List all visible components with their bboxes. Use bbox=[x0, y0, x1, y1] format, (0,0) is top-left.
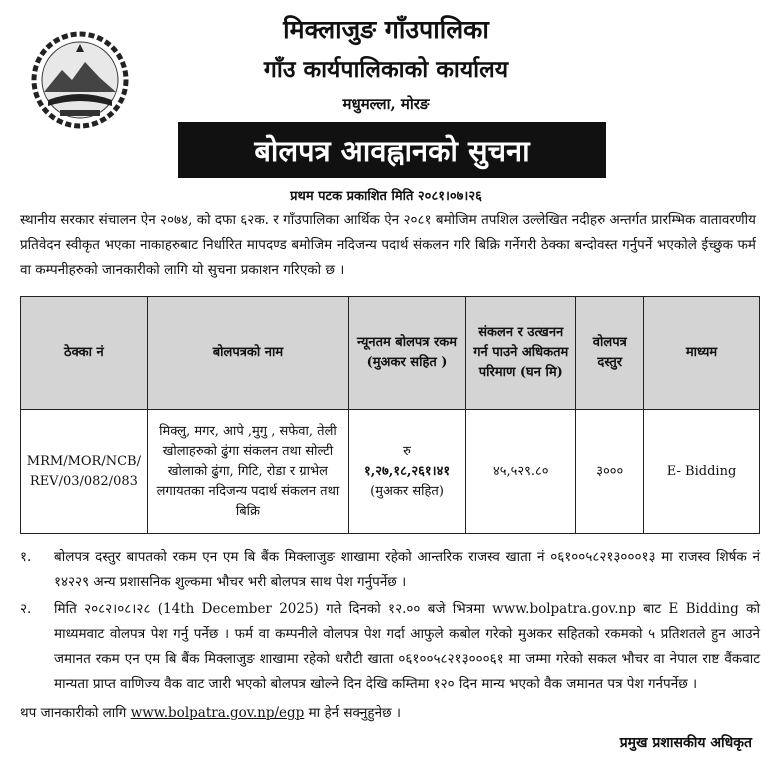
cell-min-amount bbox=[349, 410, 466, 534]
cell-contract-no: MRM/MOR/NCB/ REV/03/082/083 bbox=[21, 410, 148, 534]
header-bid-fee: वोलपत्र दस्तुर bbox=[576, 297, 644, 410]
cell-max-quantity: ४५,५२९.८० bbox=[466, 410, 576, 534]
more-info-suffix: मा हेर्न सक्नुहुनेछ । bbox=[308, 705, 401, 721]
published-date: प्रथम पटक प्रकाशित मिति २०८१।०७।२६ bbox=[290, 189, 482, 204]
bid-table bbox=[20, 296, 760, 534]
more-info bbox=[20, 701, 760, 726]
header-bid-name: बोलपत्रको नाम bbox=[147, 297, 348, 410]
header-contract-no: ठेक्का नं bbox=[21, 297, 148, 410]
office-address: मधुमल्ला, मोरङ bbox=[342, 95, 430, 113]
note-text: मिति २०८२।०८।२८ (14th December 2025) गते दिनको १२.०० बजे भित्रमा www.bolpatra.gov.np बाट E Bidding को माध्यमवाट वोलपत्र पेश गर्नु पर्नेछ । फर्म वा कम्पनीले वोलपत्र पेश गर्दा आफुले कबोल गरेको मुअकर सहितको रकमको ५ प्रतिशतले हुन आउने जमानत रकम एन एम बि बैंक मिक्लाजुङ शाखामा रहेको धरौटी खाता ०६१००५८२१३०००६१ मा जम्मा गरेको सकल भौचर वा नेपाल राष्ट वैंकवाट मान्यता प्राप्त वाणिज्य वैक वाट जारी भएको बोलपत्र खोल्ने दिन देखि कम्तिमा १२० दिन मान्य भएको वैक जमानत पत्र पेश गर्नपर्नेछ । bbox=[54, 601, 760, 692]
cell-bid-fee: ३००० bbox=[576, 410, 644, 534]
header-mode: माध्यम bbox=[644, 297, 760, 410]
note-number: २. bbox=[20, 601, 32, 617]
header-min-amount: न्यूनतम बोलपत्र रकम (मुअकर सहित ) bbox=[349, 297, 466, 410]
cell-bid-name: मिक्लु, मगर, आपे ,मुगु , सफेवा, तेली खोलाहरुको ढुंगा संकलन तथा सोल्टी खोलाको ढुंगा, गिटि, रोडा र ग्राभेल लगायतका नदिजन्य पदार्थ संकलन तथा बिक्रि bbox=[147, 410, 348, 534]
note-number: १. bbox=[20, 549, 32, 565]
bolpatra-link[interactable]: www.bolpatra.gov.np/egp bbox=[130, 705, 305, 721]
amount-note: (मुअकर सहित) bbox=[370, 483, 444, 499]
signature-title: प्रमुख प्रशासकीय अधिकृत bbox=[619, 735, 752, 751]
cell-mode: E- Bidding bbox=[644, 410, 760, 534]
intro-paragraph: स्थानीय सरकार संचालन ऐन २०७४, को दफा ६२क. र गाँउपालिका आर्थिक ऐन २०८१ बमोजिम तपशिल उल्लेखित नदीहरु अन्तर्गत प्रारम्भिक वातावरणीय प्रतिवेदन स्वीकृत भएका नाकाहरुबाट निर्धारित मापदण्ड बमोजिम नदिजन्य पदार्थ संकलन गरि बिक्रि गर्नेगरी ठेक्का बन्दोवस्त गर्नुपर्ने भएकोले ईच्छुक फर्म वा कम्पनीहरुको जानकारीको लागि यो सुचना प्रकाशन गरिएको छ । bbox=[20, 212, 756, 278]
header-max-quantity: संकलन र उत्खनन गर्न पाउने अधिकतम परिमाण (घन मि) bbox=[466, 297, 576, 410]
list-item bbox=[20, 545, 760, 595]
notes-section bbox=[20, 545, 760, 726]
list-item bbox=[20, 597, 760, 697]
table-header-row bbox=[21, 297, 760, 410]
office-name: मिक्लाजुङ गाँउपालिका bbox=[283, 15, 489, 44]
amount-prefix: रु bbox=[403, 443, 411, 459]
note-text: बोलपत्र दस्तुर बापतको रकम एन एम बि बैंक मिक्लाजुङ शाखामा रहेको आन्तरिक राजस्व खाता नं ०६१००५८२१३०००१३ मा राजस्व शिर्षक नं १४२२९ अन्य प्रशासनिक शुल्कमा भौचर भरी बोलपत्र साथ पेश गर्नुपर्नेछ । bbox=[54, 549, 760, 590]
more-info-prefix: थप जानकारीको लागि bbox=[20, 705, 127, 721]
table-row bbox=[21, 410, 760, 534]
office-subtitle: गाँउ कार्यपालिकाको कार्यालय bbox=[263, 56, 509, 83]
amount-value: १,२७,१८,२६१।४१ bbox=[363, 463, 451, 479]
notice-banner: बोलपत्र आवह्नानको सुचना bbox=[178, 122, 606, 178]
